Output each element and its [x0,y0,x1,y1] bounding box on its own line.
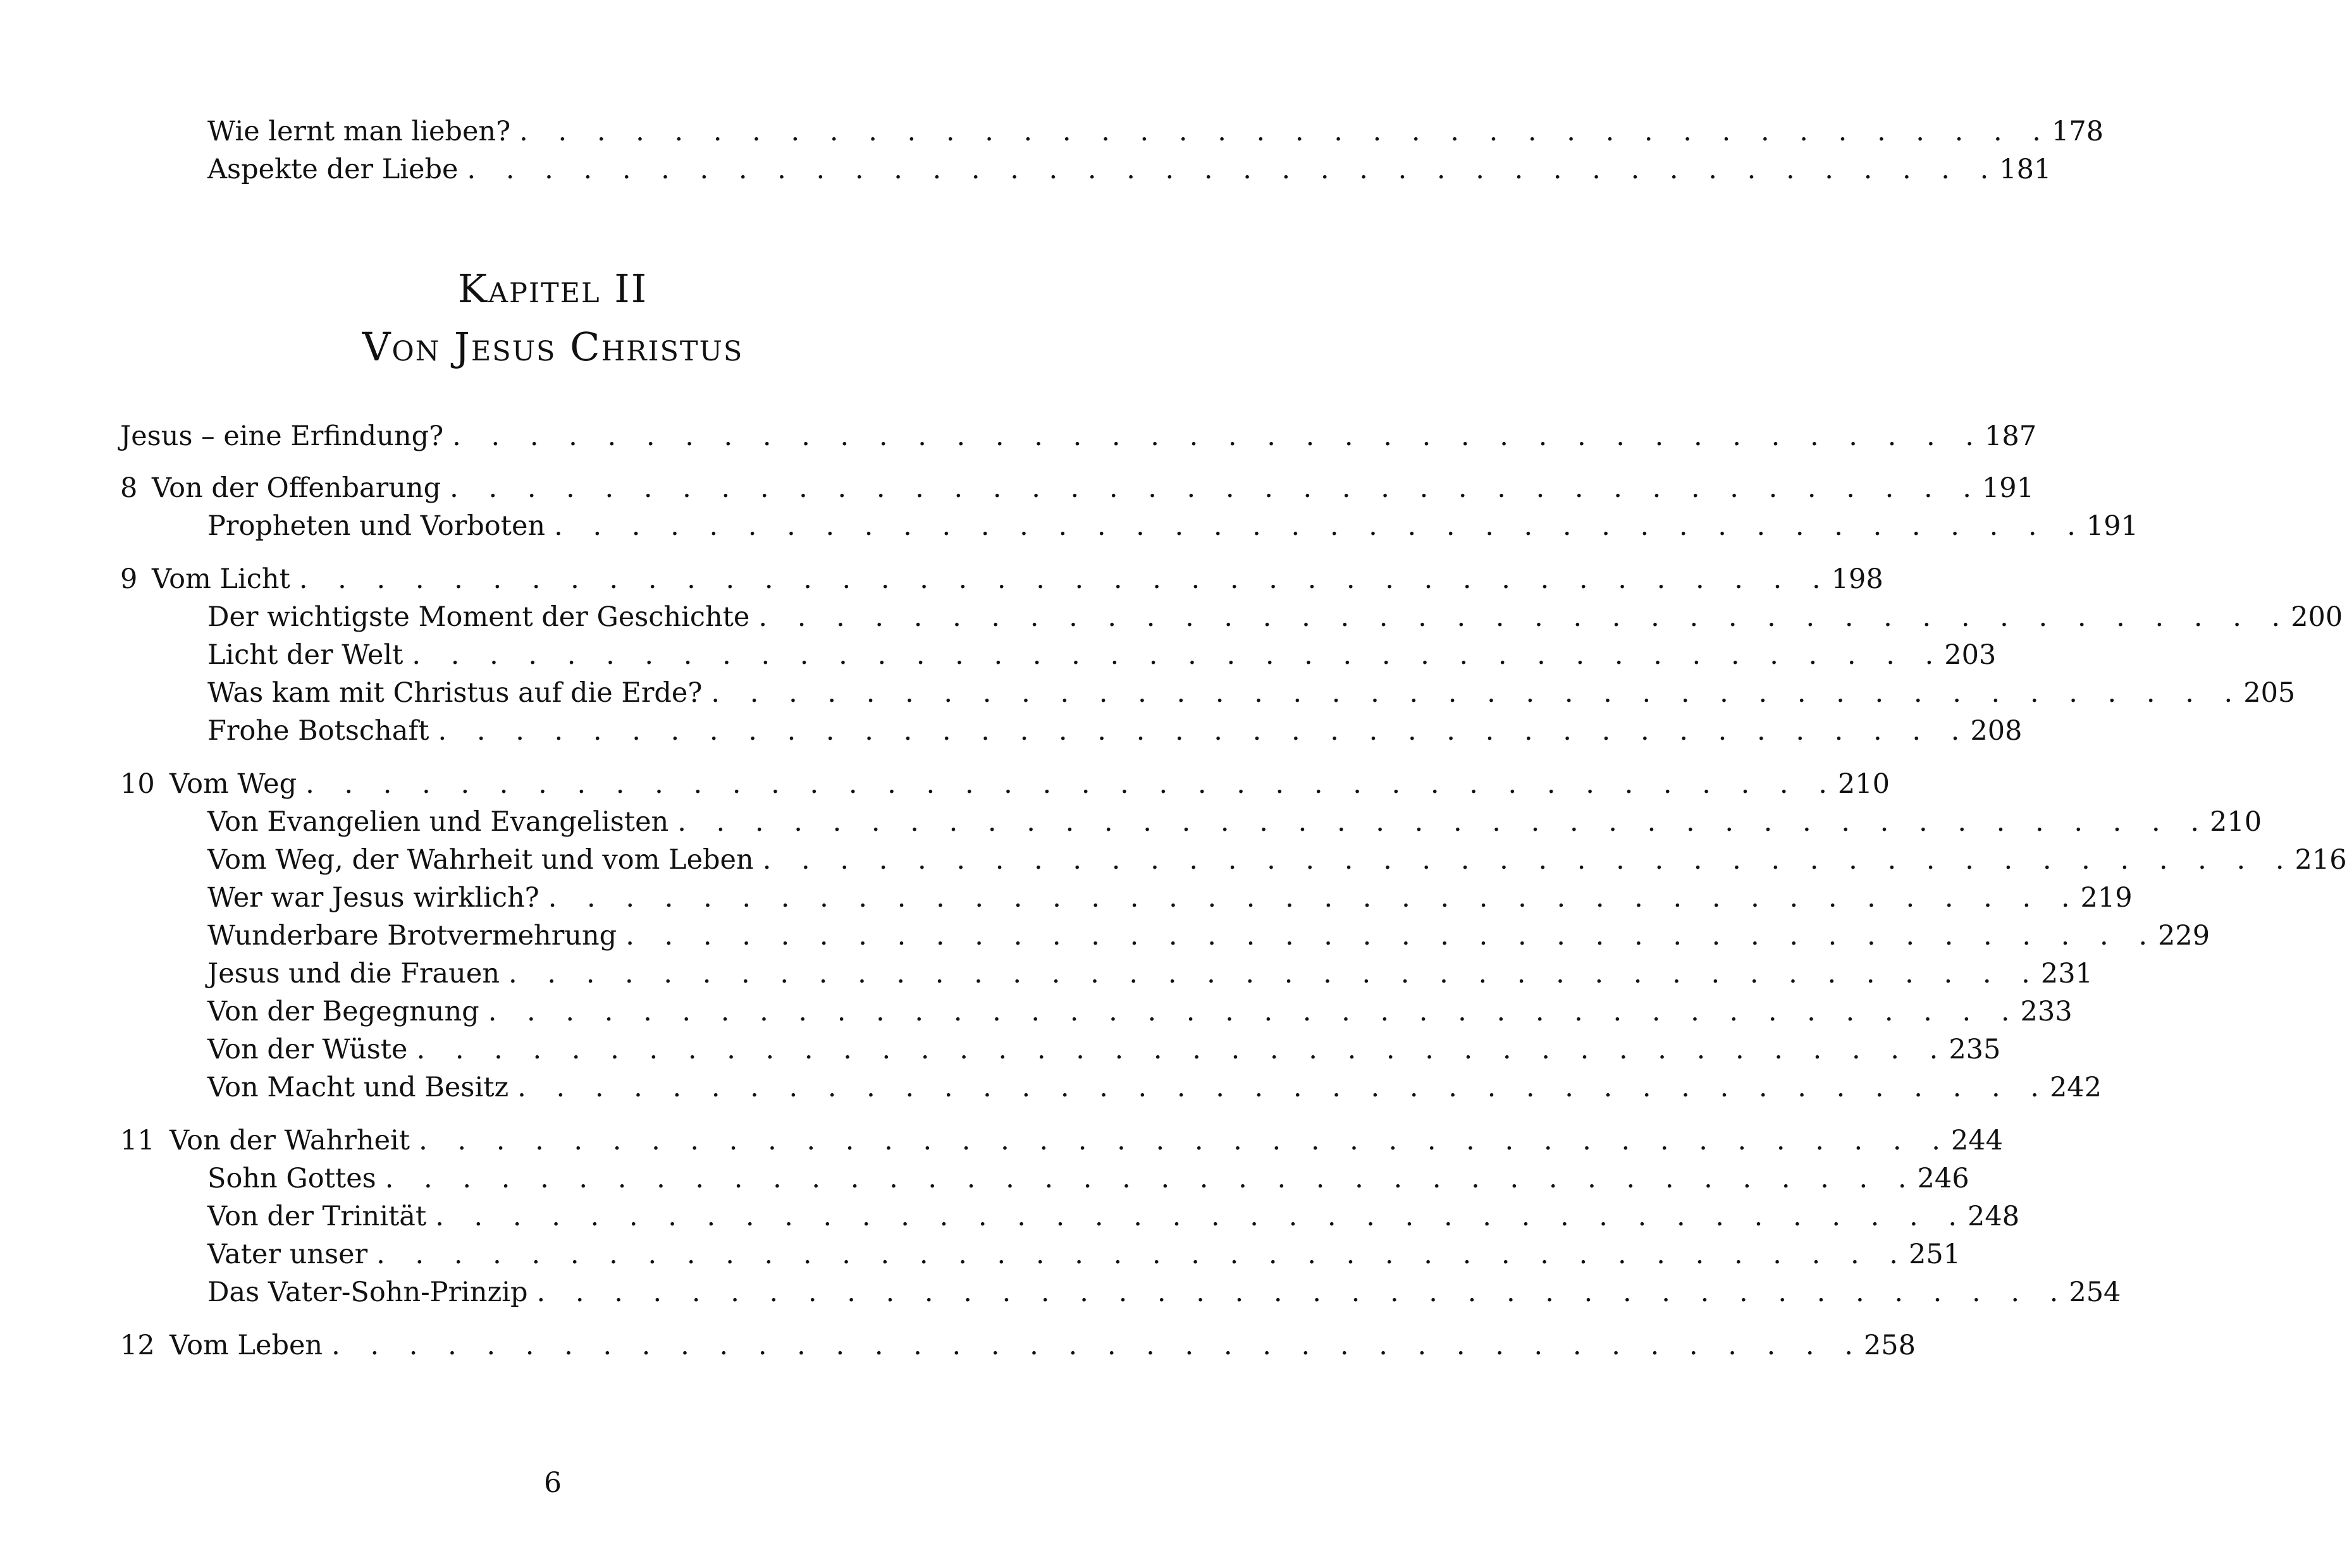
leader-dots: . . . . . . . . . . . . . . . . . . . . . . . . . . . . . . . . . . . . . . . . [519,116,2052,147]
toc-entry-page: 208 [1970,715,2023,747]
leader-dots: . . . . . . . . . . . . . . . . . . . . . . . . . . . . . . . . . . . . . . . . [419,1125,1951,1156]
toc-entry-page: 231 [2040,958,2093,989]
leader-dots: . . . . . . . . . . . . . . . . . . . . . . . . . . . . . . . . . . . . . . . . [385,1163,1918,1194]
leader-dots: . . . . . . . . . . . . . . . . . . . . . . . . . . . . . . . . . . . . . . . . [416,1034,1949,1065]
section-number: 10 [120,768,155,800]
toc-entry-page: 229 [2158,920,2210,952]
leader-dots: . . . . . . . . . . . . . . . . . . . . . . . . . . . . . . . . . . . . . . . . [376,1239,1909,1270]
toc-section-title: Von der Wahrheit [169,1125,410,1156]
toc-entry-title: Der wichtigste Moment der Geschichte [207,601,750,633]
toc-entry-page: 181 [1999,154,2052,185]
toc-section[interactable] [0,765,1890,803]
toc-entry[interactable] [0,955,2093,993]
toc-entry-title: Vom Weg, der Wahrheit und vom Leben [207,844,754,876]
toc-entry-page: 246 [1917,1163,1969,1194]
toc-entry[interactable] [0,674,2296,712]
toc-section-page: 210 [1837,768,1890,800]
toc-entry-title: Wie lernt man lieben? [207,116,511,147]
leader-dots: . . . . . . . . . . . . . . . . . . . . . . . . . . . . . . . . . . . . . . . . [412,639,1945,671]
leader-dots: . . . . . . . . . . . . . . . . . . . . . . . . . . . . . . . . . . . . . . . . [536,1277,2069,1308]
leader-dots: . . . . . . . . . . . . . . . . . . . . . . . . . . . . . . . . . . . . . . . . [762,844,2295,876]
leader-dots: . . . . . . . . . . . . . . . . . . . . . . . . . . . . . . . . . . . . . . . . [450,472,1982,504]
toc-entry-page: 203 [1944,639,1997,671]
toc-entry-title: Von der Begegnung [207,996,479,1027]
chapter-label: Kapitel II [457,266,648,312]
section-number: 11 [120,1125,155,1156]
section-number: 8 [120,472,138,504]
toc-entry[interactable] [0,1235,1961,1273]
toc-section-title: Vom Licht [152,563,290,595]
leader-dots: . . . . . . . . . . . . . . . . . . . . . . . . . . . . . . . . . . . . . . . . [548,882,2081,914]
leader-dots: . . . . . . . . . . . . . . . . . . . . . . . . . . . . . . . . . . . . . . . . [677,806,2210,838]
toc-section-page: 191 [1981,472,2035,504]
toc-entry-title: Aspekte der Liebe [207,154,459,185]
toc-entry-title: Jesus und die Frauen [207,958,500,989]
leader-dots: . . . . . . . . . . . . . . . . . . . . . . . . . . . . . . . . . . . . . . . . [435,1201,1968,1232]
toc-entry-page: 248 [1968,1201,2020,1232]
toc-entry-title: Von Evangelien und Evangelisten [207,806,669,838]
toc-section-page: 198 [1831,563,1883,595]
chapter-title: Von Jesus Christus [362,324,744,370]
toc-entry[interactable] [0,1069,2102,1106]
toc-entry-page: 219 [2080,882,2133,914]
toc-section-title: Von der Offenbarung [152,472,441,504]
toc-section[interactable] [0,1326,1916,1364]
section-number: 12 [120,1330,155,1361]
toc-entry[interactable] [0,879,2133,917]
toc-entry-page: 191 [2086,510,2138,542]
toc-entry-page: 251 [1908,1239,1961,1270]
leader-dots: . . . . . . . . . . . . . . . . . . . . . . . . . . . . . . . . . . . . . . . . [331,1330,1864,1361]
toc-entry-title: Sohn Gottes [207,1163,376,1194]
toc-section[interactable] [0,469,2035,507]
toc-entry-page: 178 [2051,116,2104,147]
toc-section[interactable] [0,1122,2003,1160]
toc-entry-title: Von der Trinität [207,1201,427,1232]
leader-dots: . . . . . . . . . . . . . . . . . . . . . . . . . . . . . . . . . . . . . . . . [554,510,2086,542]
toc-entry[interactable] [0,1031,2001,1069]
toc-entry-title: Was kam mit Christus auf die Erde? [207,677,703,709]
toc-section-title: Vom Leben [169,1330,323,1361]
toc-entry-title: Frohe Botschaft [207,715,429,747]
toc-entry-page: 233 [2020,996,2073,1027]
toc-entry-page: 210 [2210,806,2262,838]
toc-entry[interactable] [0,841,2347,879]
toc-entry-title: Licht der Welt [207,639,403,671]
toc-entry[interactable] [0,1273,2121,1311]
section-number: 9 [120,563,138,595]
leader-dots: . . . . . . . . . . . . . . . . . . . . . . . . . . . . . . . . . . . . . . . . [508,958,2041,989]
toc-entry[interactable] [0,712,2023,750]
toc-entry[interactable] [0,917,2210,955]
toc-entry-page: 216 [2295,844,2347,876]
toc-entry-page: 205 [2243,677,2296,709]
leader-dots: . . . . . . . . . . . . . . . . . . . . . . . . . . . . . . . . . . . . . . . . [299,563,1832,595]
toc-entry-page: 200 [2291,601,2343,633]
toc-entry-title: Von Macht und Besitz [207,1072,509,1103]
toc-entry-page: 254 [2069,1277,2121,1308]
toc-entry[interactable] [0,598,2343,636]
toc-entry[interactable] [0,1160,1969,1197]
toc-entry[interactable] [0,636,1997,674]
leader-dots: . . . . . . . . . . . . . . . . . . . . . . . . . . . . . . . . . . . . . . . . [711,677,2244,709]
toc-entry-title: Vater unser [207,1239,368,1270]
toc-entry-page: 187 [1984,420,2037,452]
toc-entry[interactable] [0,1197,2020,1235]
toc-entry-title: Propheten und Vorboten [207,510,546,542]
toc-entry-title: Das Vater-Sohn-Prinzip [207,1277,528,1308]
toc-entry-title: Von der Wüste [207,1034,408,1065]
toc-entry-title: Jesus – eine Erfindung? [120,420,444,452]
toc-section[interactable] [0,560,1883,598]
toc-section-page: 244 [1950,1125,2003,1156]
page-number: 6 [544,1467,562,1499]
toc-entry[interactable] [0,803,2262,841]
leader-dots: . . . . . . . . . . . . . . . . . . . . . . . . . . . . . . . . . . . . . . . . [305,768,1838,800]
toc-entry[interactable] [0,993,2073,1031]
toc-entry-title: Wunderbare Brotvermehrung [207,920,617,952]
toc-entry-intro[interactable] [0,417,2037,455]
leader-dots: . . . . . . . . . . . . . . . . . . . . . . . . . . . . . . . . . . . . . . . . [438,715,1971,747]
toc-section-page: 258 [1863,1330,1916,1361]
leader-dots: . . . . . . . . . . . . . . . . . . . . . . . . . . . . . . . . . . . . . . . . [625,920,2159,952]
leader-dots: . . . . . . . . . . . . . . . . . . . . . . . . . . . . . . . . . . . . . . . . [452,420,1985,452]
leader-dots: . . . . . . . . . . . . . . . . . . . . . . . . . . . . . . . . . . . . . . . . [467,154,2000,185]
leader-dots: . . . . . . . . . . . . . . . . . . . . . . . . . . . . . . . . . . . . . . . . [488,996,2021,1027]
toc-section-title: Vom Weg [169,768,297,800]
leader-dots: . . . . . . . . . . . . . . . . . . . . . . . . . . . . . . . . . . . . . . . . [517,1072,2050,1103]
leader-dots: . . . . . . . . . . . . . . . . . . . . . . . . . . . . . . . . . . . . . . . . [758,601,2291,633]
toc-entry-page: 235 [1949,1034,2001,1065]
toc-entry-page: 242 [2049,1072,2102,1103]
toc-entry[interactable] [0,507,2138,545]
toc-entry-title: Wer war Jesus wirklich? [207,882,539,914]
